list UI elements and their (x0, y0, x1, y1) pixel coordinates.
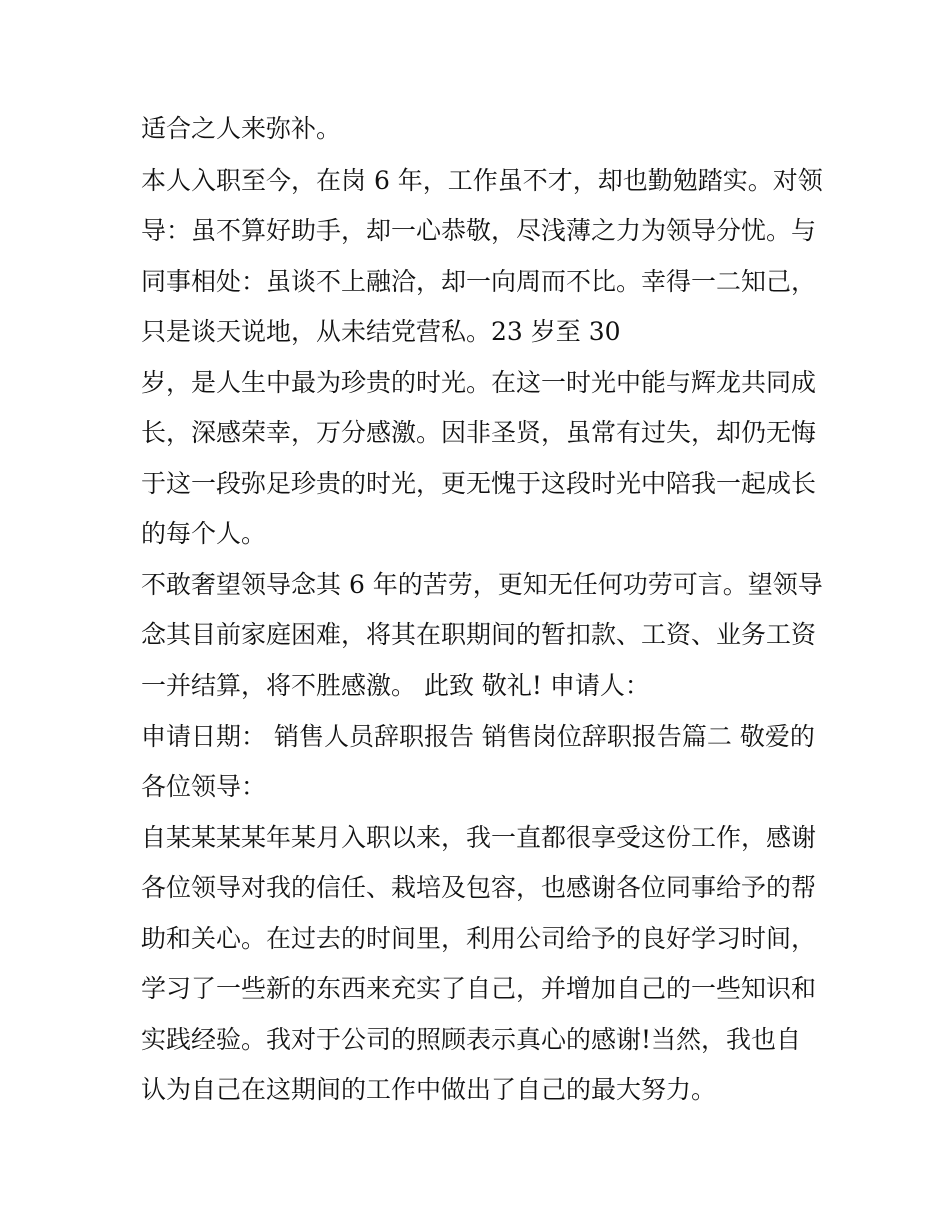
text-line: 不敢奢望领导念其 6 年的苦劳，更知无任何功劳可言。望领导 (141, 570, 823, 599)
text-line: 岁，是人生中最为珍贵的时光。在这一时光中能与辉龙共同成 (141, 368, 817, 397)
text-line: 导：虽不算好助手，却一心恭敬，尽浅薄之力为领导分忧。与 (141, 216, 817, 245)
text-line: 于这一段弥足珍贵的时光，更无愧于这段时光中陪我一起成长 (141, 469, 817, 498)
text-line: 本人入职至今，在岗 6 年，工作虽不才，却也勤勉踏实。对领 (141, 166, 823, 195)
text-line: 的每个人。 (141, 519, 267, 548)
text-line: 学习了一些新的东西来充实了自己，并增加自己的一些知识和 (141, 974, 817, 1003)
text-line: 各位领导对我的信任、栽培及包容，也感谢各位同事给予的帮 (141, 873, 817, 902)
text-line: 实践经验。我对于公司的照顾表示真心的感谢!当然，我也自 (141, 1025, 802, 1054)
text-line: 同事相处：虽谈不上融洽，却一向周而不比。幸得一二知己， (141, 267, 817, 296)
text-line: 自某某某某年某月入职以来，我一直都很享受这份工作，感谢 (141, 823, 817, 852)
text-line: 各位领导： (141, 772, 267, 801)
text-line: 一并结算，将不胜感激。 此致 敬礼! 申请人： (141, 671, 650, 700)
text-line: 助和关心。在过去的时间里，利用公司给予的良好学习时间， (141, 924, 817, 953)
text-line: 适合之人来弥补。 (141, 114, 342, 143)
text-line: 只是谈天说地，从未结党营私。23 岁至 30 (141, 317, 621, 346)
text-line: 认为自己在这期间的工作中做出了自己的最大努力。 (141, 1075, 717, 1104)
text-line: 申请日期： 销售人员辞职报告 销售岗位辞职报告篇二 敬爱的 (141, 722, 815, 751)
text-line: 念其目前家庭困难，将其在职期间的暂扣款、工资、业务工资 (141, 620, 817, 649)
text-line: 长，深感荣幸，万分感激。因非圣贤，虽常有过失，却仍无悔 (141, 418, 817, 447)
